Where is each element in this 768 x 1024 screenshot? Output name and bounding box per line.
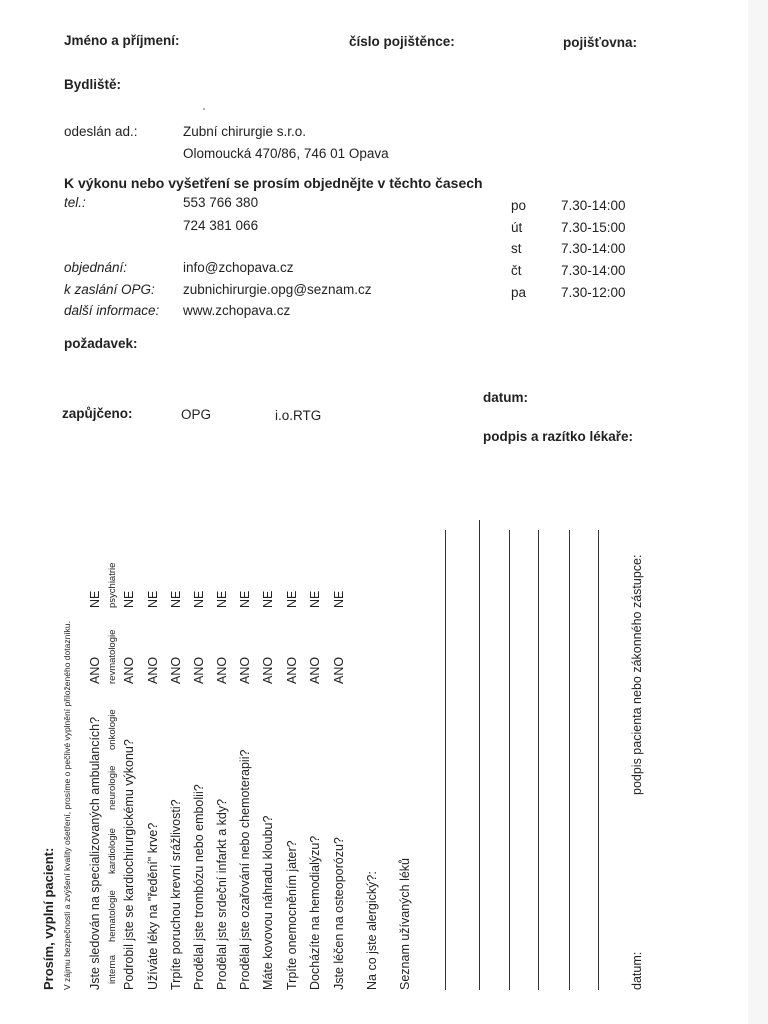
hours-time: 7.30-15:00 (561, 220, 626, 235)
tel-2: 724 381 066 (183, 218, 259, 233)
answer-no: NE (122, 590, 136, 608)
request-label: požadavek: (64, 336, 138, 351)
answer-yes: ANO (169, 656, 183, 684)
hours-day: pa (511, 285, 527, 300)
answer-no: NE (285, 590, 299, 608)
questionnaire-intro: V zájmu bezpečnosti a zvýšení kvality ošetření, prosíme o pečlivé vyplnění přiloženého dotazníku. (62, 621, 72, 990)
info-website: www.zchopava.cz (183, 303, 291, 318)
hours-day: čt (511, 263, 522, 278)
specialty: onkologie (107, 709, 118, 750)
answer-yes: ANO (285, 656, 299, 684)
hours-time: 7.30-14:00 (561, 263, 626, 278)
answer-no: NE (308, 590, 322, 608)
answer-no: NE (88, 590, 102, 608)
answer-yes: ANO (146, 656, 160, 684)
question: Máte kovovou náhradu kloubu? (261, 815, 275, 990)
question: Jste sledován na specializovaných ambulancích? (88, 716, 102, 990)
question: Prodělal jste srdeční infarkt a kdy? (215, 798, 229, 990)
answer-line (445, 530, 446, 990)
specialty: kardiologie (107, 828, 118, 874)
question: Docházíte na hemodialýzu? (308, 835, 322, 990)
insurance-number-label: číslo pojištěnce: (349, 34, 455, 49)
answer-no: NE (238, 590, 252, 608)
question: Prodělal jste ozařování nebo chemoterapii? (238, 749, 252, 990)
answer-yes: ANO (308, 656, 322, 684)
patient-date-label: datum: (630, 951, 644, 990)
allergy-question: Na co jste alergický?: (365, 871, 379, 990)
specialty: interna (107, 954, 118, 984)
hours-day: út (511, 220, 523, 235)
tel-1: 553 766 380 (183, 195, 259, 210)
residence-label: Bydliště: (64, 77, 122, 92)
answer-no: NE (146, 590, 160, 608)
answer-yes: ANO (215, 656, 229, 684)
answer-no: NE (192, 590, 206, 608)
insurer-label: pojišťovna: (563, 35, 637, 50)
scan-speck (203, 108, 205, 110)
sender-address: Olomoucká 470/86, 746 01 Opava (183, 146, 389, 161)
answer-yes: ANO (261, 656, 275, 684)
date-label: datum: (483, 390, 528, 405)
answer-line (479, 520, 480, 990)
answer-no: NE (332, 590, 346, 608)
order-label: objednání: (64, 260, 128, 275)
opg-label: k zaslání OPG: (64, 282, 155, 297)
medications-label: Seznam užívaných léků (398, 857, 412, 990)
hours-day: po (511, 198, 527, 213)
sender-label: odeslán ad.: (64, 124, 138, 139)
hours-time: 7.30-14:00 (561, 241, 626, 256)
answer-line (569, 530, 570, 990)
answer-line (598, 530, 599, 990)
answer-yes: ANO (238, 656, 252, 684)
order-email: info@zchopava.cz (183, 260, 294, 275)
question: Jste léčen na osteoporózu? (332, 837, 346, 990)
specialty: neurologie (107, 765, 118, 810)
specialty: revmatologie (107, 629, 118, 684)
answer-yes: ANO (88, 656, 102, 684)
answer-yes: ANO (192, 656, 206, 684)
specialty: hematologie (107, 890, 118, 942)
question: Podrobil jste se kardiochirurgickému výkonu? (122, 739, 136, 990)
loaned-opg: OPG (181, 407, 212, 422)
tel-label: tel.: (64, 195, 86, 210)
question: Prodělal jste trombózu nebo embolii? (192, 784, 206, 990)
opg-email: zubnichirurgie.opg@seznam.cz (183, 282, 372, 297)
hours-day: st (511, 241, 522, 256)
loaned-rtg: i.o.RTG (275, 408, 322, 423)
question: Užíváte léky na "ředění" krve? (146, 822, 160, 990)
question: Trpíte onemocněním jater? (285, 840, 299, 990)
name-label: Jméno a příjmení: (64, 33, 180, 48)
booking-heading: K výkonu nebo vyšetření se prosím objednějte v těchto časech (64, 175, 483, 191)
sender-name: Zubní chirurgie s.r.o. (183, 124, 307, 139)
info-label: další informace: (64, 303, 160, 318)
hours-time: 7.30-12:00 (561, 285, 626, 300)
scan-edge-shadow (748, 0, 768, 1024)
question: Trpíte poruchou krevní srážlivosti? (169, 799, 183, 990)
hours-time: 7.30-14:00 (561, 198, 626, 213)
loaned-label: zapůjčeno: (62, 406, 133, 421)
patient-signature-label: podpis pacienta nebo zákonného zástupce: (630, 554, 644, 795)
answer-no: NE (215, 590, 229, 608)
answer-line (538, 530, 539, 990)
doctor-signature-label: podpis a razítko lékaře: (483, 429, 634, 444)
answer-no: NE (261, 590, 275, 608)
questionnaire-title: Prosím, vyplní pacient: (41, 847, 56, 990)
specialty: psychiatrie (107, 562, 118, 608)
answer-yes: ANO (122, 656, 136, 684)
answer-line (509, 530, 510, 990)
answer-no: NE (169, 590, 183, 608)
answer-yes: ANO (332, 656, 346, 684)
